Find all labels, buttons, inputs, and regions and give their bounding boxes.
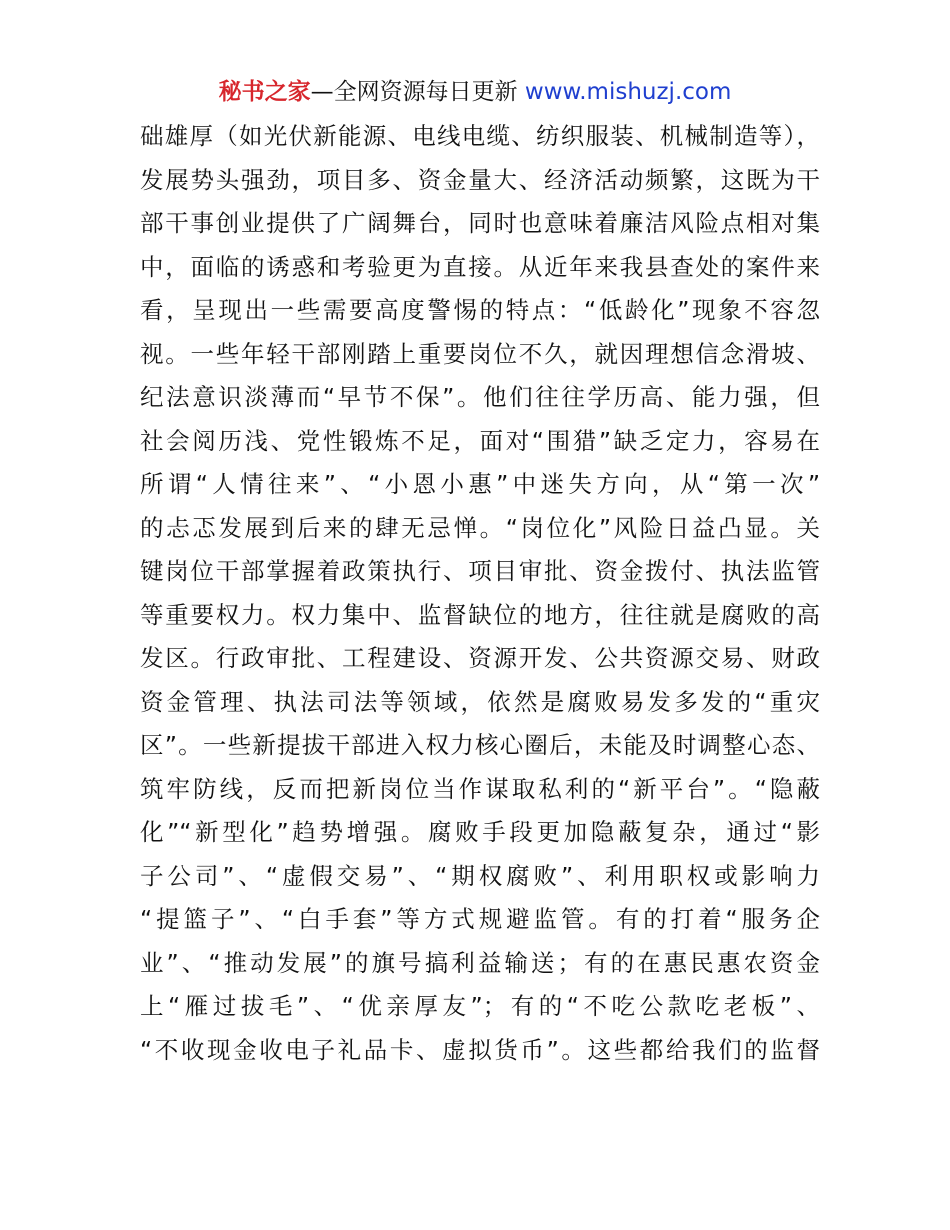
text-line: 子公司”、“虚假交易”、“期权腐败”、利用职权或影响力 <box>140 861 820 890</box>
text-line: 看，呈现出一些需要高度警惕的特点：“低龄化”现象不容忽 <box>140 296 820 324</box>
text-line: 筑牢防线，反而把新岗位当作谋取私利的“新平台”。“隐蔽 <box>140 774 820 803</box>
text-line: “提篮子”、“白手套”等方式规避监管。有的打着“服务企 <box>140 905 820 933</box>
text-line: 发展势头强劲，项目多、资金量大、经济活动频繁，这既为干 <box>140 165 820 194</box>
document-body <box>140 115 820 1072</box>
text-line: 纪法意识淡薄而“早节不保”。他们往往学历高、能力强，但 <box>140 383 820 411</box>
text-line: 社会阅历浅、党性锻炼不足，面对“围猎”缺乏定力，容易在 <box>140 426 820 455</box>
text-line: 键岗位干部掌握着政策执行、项目审批、资金拨付、执法监管 <box>140 557 820 585</box>
text-line: 发区。行政审批、工程建设、资源开发、公共资源交易、财政 <box>140 644 820 672</box>
text-line: 区”。一些新提拔干部进入权力核心圈后，未能及时调整心态、 <box>140 731 820 759</box>
text-line: 础雄厚（如光伏新能源、电线电缆、纺织服装、机械制造等）， <box>140 122 820 150</box>
site-url-link[interactable]: www.mishuzj.com <box>524 79 732 105</box>
text-line: 等重要权力。权力集中、监督缺位的地方，往往就是腐败的高 <box>140 600 820 629</box>
text-line: 视。一些年轻干部刚踏上重要岗位不久，就因理想信念滑坡、 <box>140 339 820 368</box>
text-line: 中，面临的诱惑和考验更为直接。从近年来我县查处的案件来 <box>140 252 820 281</box>
text-line: 上“雁过拔毛”、“优亲厚友”；有的“不吃公款吃老板”、 <box>140 992 820 1020</box>
site-tagline: —全网资源每日更新 <box>310 79 518 105</box>
text-line: 化”“新型化”趋势增强。腐败手段更加隐蔽复杂，通过“影 <box>140 818 820 846</box>
text-line: 业”、“推动发展”的旗号搞利益输送；有的在惠民惠农资金 <box>140 948 820 977</box>
site-brand: 秘书之家 <box>218 79 311 105</box>
text-line: 的忐忑发展到后来的肆无忌惮。“岗位化”风险日益凸显。关 <box>140 513 820 542</box>
text-line: 部干事创业提供了广阔舞台，同时也意味着廉洁风险点相对集 <box>140 209 820 237</box>
text-line: 资金管理、执法司法等领域，依然是腐败易发多发的“重灾 <box>140 687 820 716</box>
text-line: “不收现金收电子礼品卡、虚拟货币”。这些都给我们的监督 <box>140 1035 820 1064</box>
page-header <box>0 76 950 108</box>
text-line: 所谓“人情往来”、“小恩小惠”中迷失方向，从“第一次” <box>140 470 820 498</box>
